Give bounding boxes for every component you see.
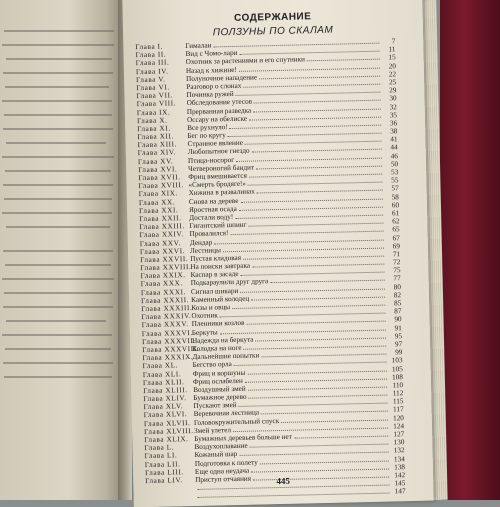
toc-leader-dots [270,275,385,284]
toc-chapter-name: Головокружительный спуск [193,416,280,427]
toc-chapter-name: Бумажное дерево [193,392,247,403]
toc-page-number: 25 [388,78,397,87]
toc-page-number: 138 [394,462,406,472]
toc-chapter-name: Бег по кругу [187,131,226,141]
toc-chapter-label: Глава XIX. [138,189,179,199]
toc-page-number: 90 [394,315,402,324]
toc-chapter-name: Бегство орла [192,360,232,370]
contents-page [122,0,433,507]
toc-page-number: 110 [392,381,404,390]
toc-chapter-name: Дальнейшие попытки [192,351,260,362]
toc-page-number: 97 [394,340,403,349]
toc-chapter-label [146,498,196,499]
toc-chapter-name: Воздушный змей [193,384,246,394]
toc-page-number: 57 [391,184,399,193]
toc-chapter-label: Глава XLII. [142,377,185,387]
toc-chapter-label: Глава LIV. [145,476,183,486]
toc-page-number: 77 [393,274,401,283]
toc-page-number: 62 [392,217,400,226]
toc-chapter-name: Гималаи [185,41,212,51]
toc-chapter-label: Глава XLIX. [144,435,189,445]
toc-page-number: 80 [393,282,401,292]
toc-chapter-label: Глава XXVIII. [140,263,192,273]
toc-chapter-name: Охотник за растениями и его спутники [185,55,306,67]
toc-page-number: 60 [391,200,400,210]
toc-page-number: 127 [393,430,405,439]
toc-chapter-label: Глава XXX. [140,279,183,289]
contents-title: СОДЕРЖАНИЕ [233,11,312,24]
toc-chapter-name: Пустая кладовая [190,253,242,263]
toc-chapter-label: Глава XXIII. [139,222,185,232]
toc-chapter-label: Глава I. [135,42,164,52]
book-cover [440,0,500,500]
toc-chapter-label: Глава XXIX. [140,271,186,281]
toc-chapter-label: Глава XXIV. [139,230,184,240]
toc-chapter-name: Каспар в засаде [190,270,239,280]
toc-chapter-name: Снова на дереве [188,196,239,206]
toc-chapter-label: Глава XLIV. [143,394,187,404]
toc-chapter-label: Глава XXI. [138,206,179,215]
toc-chapter-label: Глава V. [136,75,166,84]
toc-chapter-name: Странное явление [187,139,243,149]
toc-chapter-name: Достали воду! [189,212,234,222]
toc-page-number: 41 [390,135,398,144]
toc-chapter-label: Глава VIII. [136,99,177,109]
toc-chapter-label: Глава XLVIII. [144,426,194,436]
toc-chapter-name: Фриц ослабелен [192,376,243,386]
toc-chapter-label: Глава XLIII. [143,385,188,395]
toc-chapter-name: Сигнал шикари [190,286,239,296]
toc-chapter-label: Глава VII. [136,91,174,101]
toc-chapter-name: Фриц вмешивается [188,171,247,182]
toc-page-number: 61 [391,209,400,218]
toc-chapter-label: Глава XXXVI. [141,328,193,338]
toc-page-number: 130 [393,438,405,447]
toc-chapter-label: Глава XXV. [139,238,182,248]
toc-chapter-label: Глава XLI. [142,369,182,379]
toc-chapter-label: Глава IV. [135,67,169,76]
toc-chapter-name: Приступ отчаяния [195,474,252,484]
toc-page-number: 50 [390,160,399,169]
toc-chapter-name: Каменный колодец [191,294,250,304]
toc-chapter-name: Беркуты [191,327,218,337]
toc-page-number: 58 [391,192,399,201]
toc-page-number: 7 [391,37,396,46]
toc-page-number: 55 [391,176,399,185]
toc-page-number: 36 [389,119,398,128]
toc-page-number: 29 [389,86,397,95]
toc-chapter-name: Подготовка к полету [194,458,258,468]
toc-chapter-name: Четвероногий бандит [188,163,255,173]
toc-page-number: 35 [389,110,398,120]
toc-chapter-name: Фриц и коршуны [192,368,246,378]
toc-page-number: 99 [395,348,403,357]
toc-chapter-label: Глава II. [135,50,167,60]
toc-leader-dots [307,54,380,62]
toc-chapter-name: Все рухнуло! [187,122,228,132]
toc-page-number: 117 [393,405,404,414]
toc-chapter-label: Глава III. [135,58,170,68]
toc-page-number: 46 [390,151,398,161]
toc-chapter-label: Глава XXXI. [140,287,187,297]
toc-chapter-label: Глава LII. [144,459,181,469]
toc-chapter-label: Глава IX. [136,107,171,117]
toc-chapter-label: Глава XXXII. [141,295,190,305]
toc-chapter-label: Глава XVI. [138,165,178,174]
toc-chapter-name: Провалился! [189,229,229,239]
toc-page-number: 115 [392,397,404,406]
toc-leader-dots [281,414,388,422]
toc-chapter-label: Глава XXVII. [140,254,189,265]
toc-chapter-name: Кожаный шар [194,450,238,460]
toc-chapter-label: Глава XVIII. [138,181,184,191]
toc-page-number: 145 [394,479,406,488]
toc-chapter-name: Змей улетел [193,425,232,435]
toc-chapter-label: Глава XXXIX. [142,353,194,363]
toc-page-number: 87 [394,307,402,316]
toc-chapter-label: Глава XII. [137,132,174,142]
toc-chapter-name: Прерванная разведка [186,106,252,116]
toc-chapter-name: Починка ружей [186,90,234,100]
toc-leader-dots [294,431,389,439]
toc-page-number: 82 [393,291,402,300]
toc-page-number: 65 [392,225,400,234]
toc-chapter-name: Веревочная лестница [193,408,260,419]
toc-page-number: 11 [388,45,396,54]
toc-chapter-label: Глава XXII. [139,214,182,224]
toc-chapter-label: Глава XVII. [138,173,181,183]
toc-page-number: 105 [391,364,403,373]
toc-chapter-name: Назад к хижине! [185,65,237,75]
toc-chapter-name: Птица-носорог [187,155,235,165]
toc-chapter-name: Хижина в развалинах [188,187,255,198]
toc-page-number: 120 [392,413,404,423]
toc-chapter-label: Глава XXXIV. [141,312,192,322]
toc-chapter-label: Глава X. [136,116,168,125]
toc-chapter-name: Полуночное нападение [186,73,258,83]
toc-page-number: 44 [390,143,398,152]
toc-page-number: 103 [391,356,403,365]
toc-chapter-name: Гигантский шпинг [189,220,247,231]
toc-chapter-name: Обследование утесов [186,97,253,108]
toc-page-number: 20 [388,61,396,71]
toc-chapter-name: Яростная осада [188,204,237,214]
toc-page-number: 72 [393,258,401,267]
toc-chapter-name: Лестницы [189,245,221,255]
page-number: 445 [276,475,291,487]
toc-chapter-label: Глава VI. [136,83,170,93]
toc-chapter-label: Глава LI. [144,451,178,461]
toc-page-number: 32 [389,102,397,111]
toc-chapter-name: Пускают змей [193,401,237,411]
toc-page-number: 75 [393,266,401,275]
toc-chapter-name: Любопытное гнездо [187,147,250,157]
toc-chapter-name: Разговор о слонах [186,81,242,91]
toc-chapter-name: Надежда на беркута [191,335,254,345]
toc-chapter-name: Оссару на обелиске [186,114,248,124]
toc-chapter-name: Подкараулили друг друга [190,277,269,288]
toc-chapter-label: Глава XXXV. [141,320,189,330]
toc-chapter-name: Козы и овцы [191,303,231,312]
toc-chapter-label: Глава XL. [142,361,179,371]
toc-chapter-label [145,490,195,491]
toc-chapter-label: Глава XXXIII. [141,303,193,314]
toc-chapter-label: Глава XX. [138,197,176,207]
toc-page-number: 67 [392,233,400,242]
toc-chapter-label: Глава XI. [137,124,171,134]
toc-chapter-label: Глава XXXVII. [141,336,196,346]
toc-chapter-label: Глава XLVI. [143,410,188,420]
toc-chapter-name: Колодка на ноге [192,343,242,353]
book-subtitle: ПОЛЗУНЫ ПО СКАЛАМ [212,24,334,39]
toc-chapter-label: Глава XIV. [137,148,177,158]
toc-chapter-name: «Смерть бродяге!» [188,179,247,190]
toc-page-number: 69 [392,241,401,251]
toc-page-number: 108 [392,372,404,382]
toc-chapter-label: Глава XV. [137,156,174,166]
toc-page-number: 30 [389,94,397,103]
toc-chapter-name: Охотник [191,311,218,321]
toc-chapter-name: На поиски завтрака [190,261,251,272]
toc-chapter-label: Глава LIII. [144,467,184,477]
toc-chapter-name: Воздухоплавание [194,441,248,452]
toc-page-number: 147 [394,487,406,496]
toc-page-number: 132 [393,446,405,455]
toc-page-number: 71 [392,250,401,259]
toc-chapter-label: Глава L. [144,443,175,453]
toc-chapter-label: Глава XXXVIII. [142,344,200,355]
toc-chapter-label: Глава XXVI. [139,246,186,256]
toc-page-number: 22 [388,70,397,79]
toc-page-number: 91 [394,323,402,332]
toc-page-number: 95 [394,331,403,341]
toc-page-number: 53 [390,168,399,177]
toc-page-number: 134 [393,454,405,463]
toc-chapter-name: Пленники козлов [191,319,245,329]
contents-list [135,37,405,501]
toc-chapter-name: Вид с Чомо-лари [185,49,238,59]
toc-chapter-label: Глава XLVII. [143,418,191,428]
toc-page-number: 38 [390,127,398,136]
toc-chapter-name: Бумажных деревьев больше нет [194,432,292,443]
toc-chapter-label: Глава XIII. [137,140,178,150]
toc-page-number: 112 [392,389,404,398]
toc-page-number: 15 [388,53,396,62]
toc-chapter-name: Дендар [189,237,213,247]
toc-page-number: 142 [394,471,406,480]
left-page [0,0,125,500]
toc-chapter-label: Глава XLV. [143,402,184,412]
toc-page-number: 124 [393,421,405,431]
toc-page-number: 85 [393,299,402,308]
toc-chapter-name: Еще одна неудача [194,466,250,476]
